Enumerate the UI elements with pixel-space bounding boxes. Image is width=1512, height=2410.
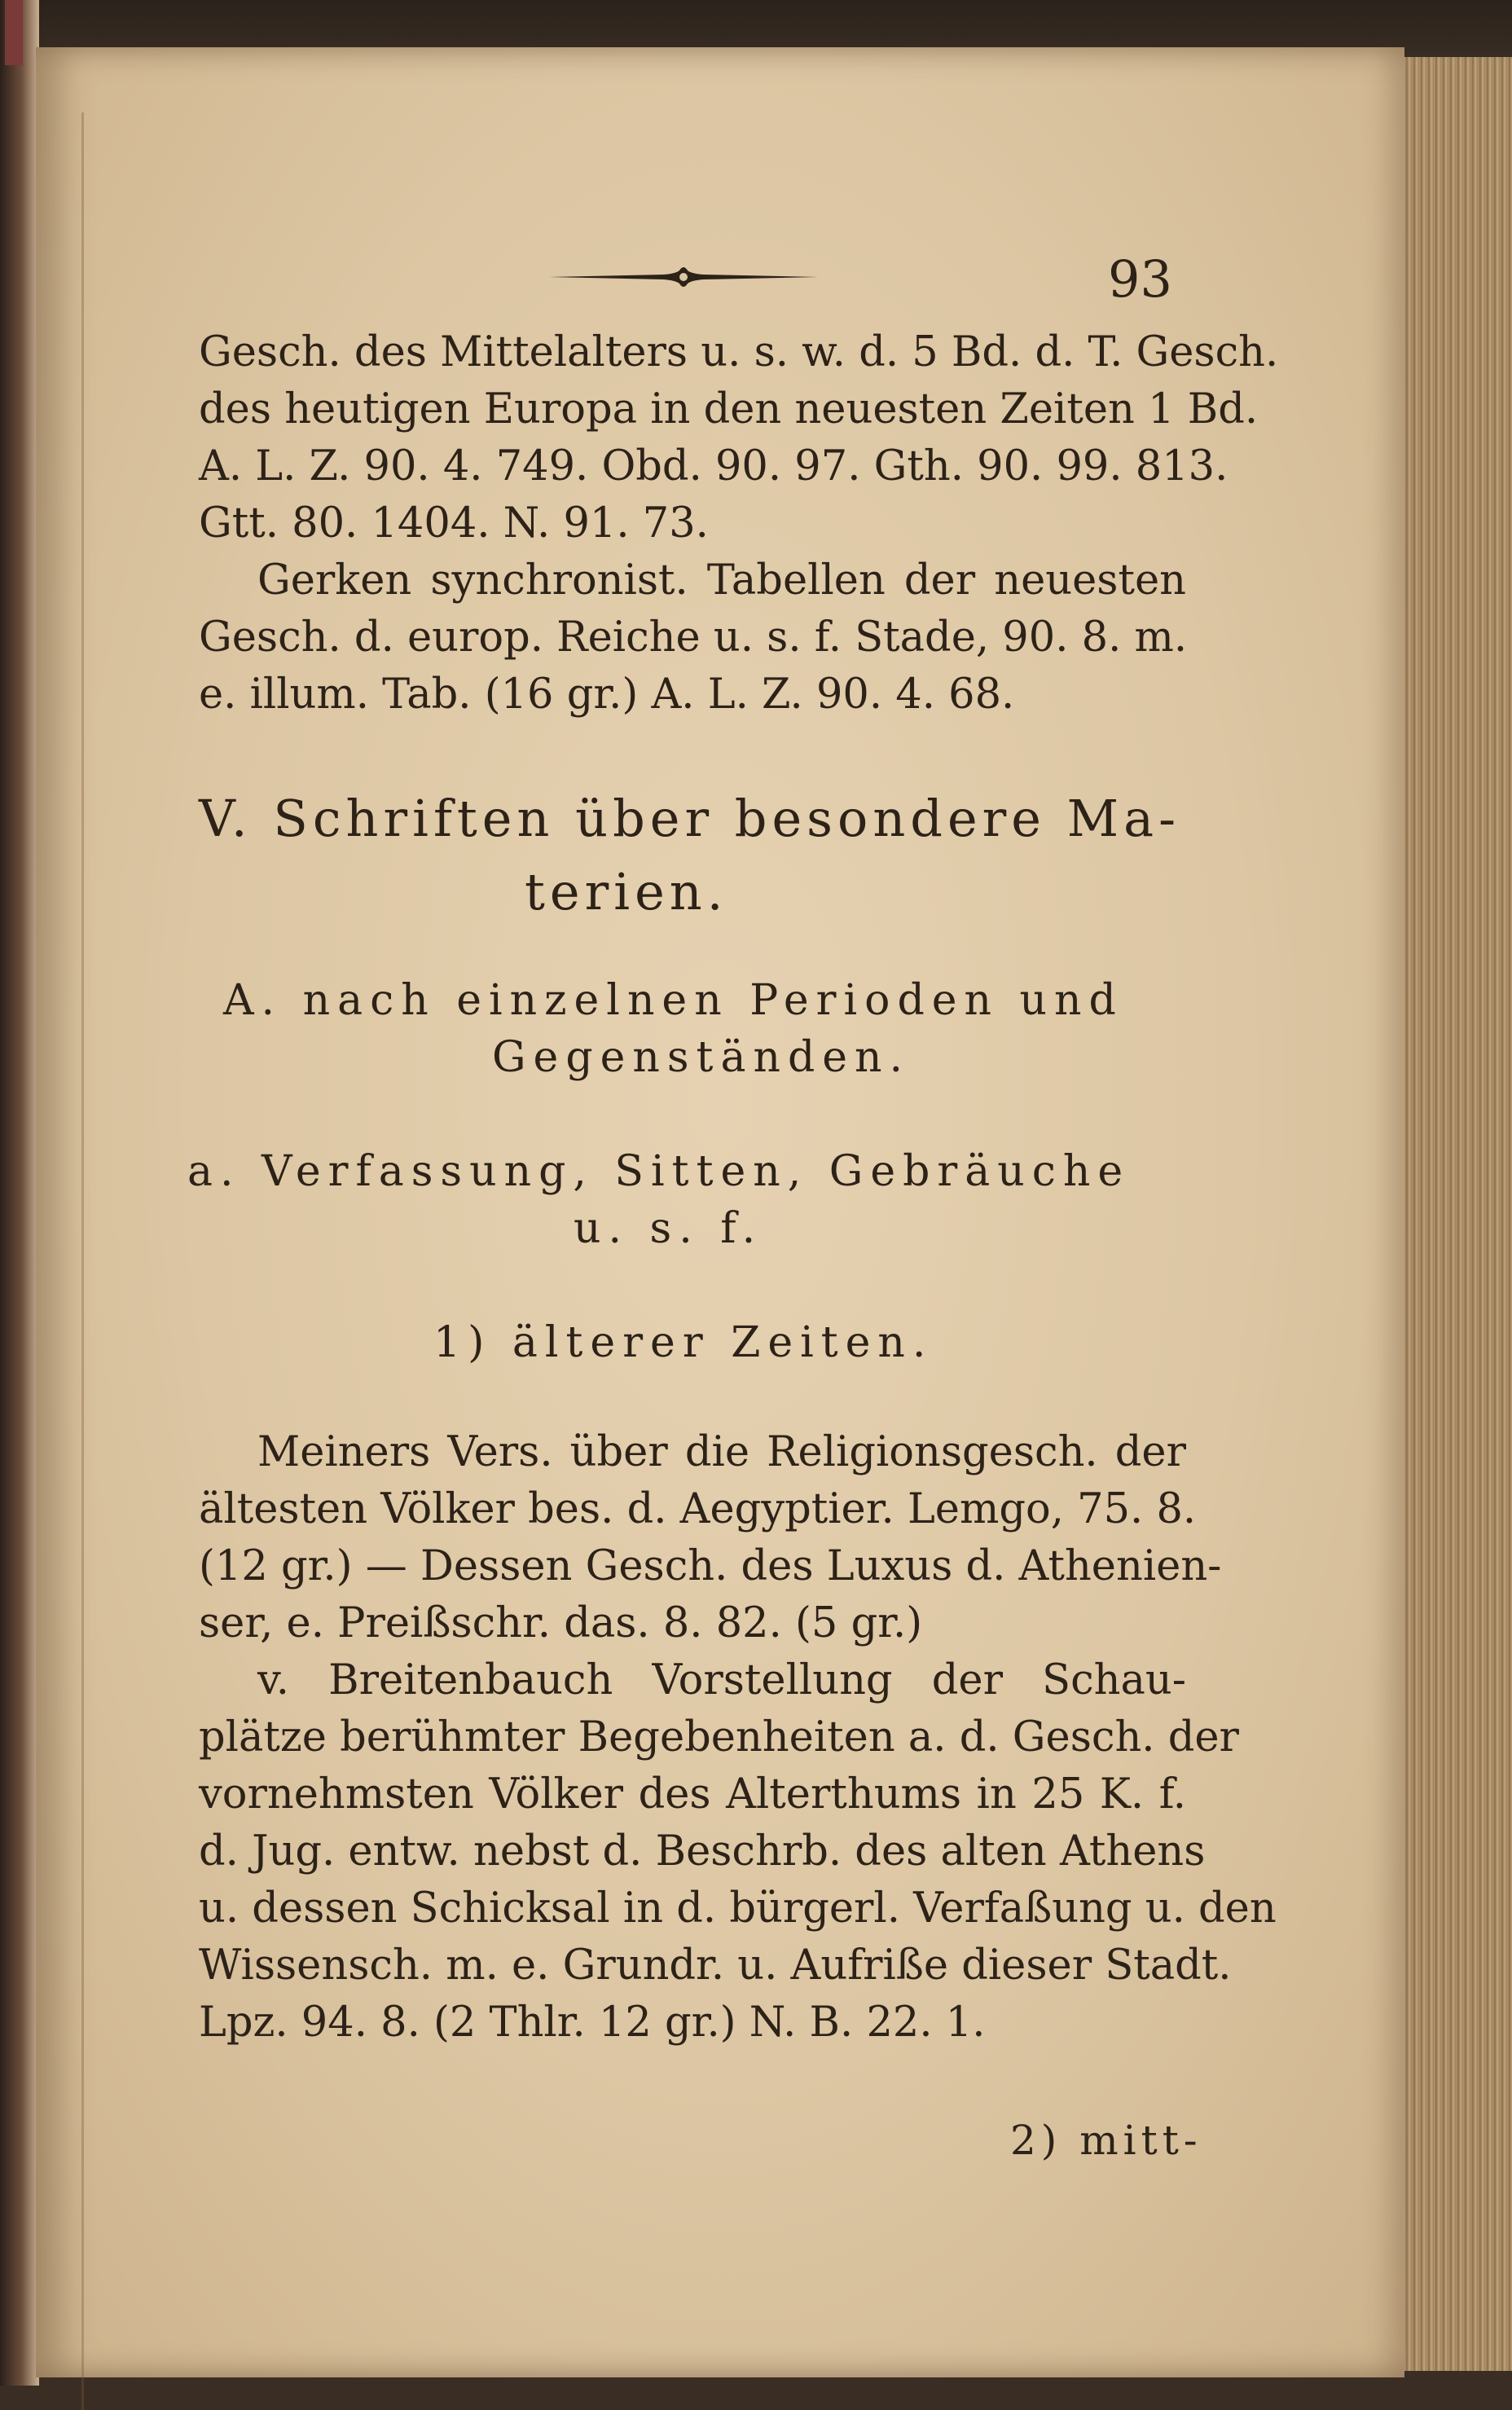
cover-binding-stripe <box>5 0 23 65</box>
page-text-lower <box>199 1424 1277 2052</box>
book-cover-edge <box>0 0 39 2386</box>
text-line: Lpz. 94. 8. (2 Thlr. 12 gr.) N. B. 22. 1. <box>199 1999 986 2047</box>
text-line: Gesch. des Mittelalters u. s. w. d. 5 Bd. d. T. Gesch. <box>199 328 1279 376</box>
text-line: Gerken synchronist. Tabellen der neuesten <box>257 556 1186 605</box>
text-line: A. L. Z. 90. 4. 749. Obd. 90. 97. Gth. 90. 99. 813. <box>199 442 1228 490</box>
text-line: Wissensch. m. e. Grundr. u. Aufriße dieser Stadt. <box>199 1942 1232 1990</box>
subsection-heading-sub-a: a. Verfassung, Sitten, Gebräuche <box>187 1147 1131 1196</box>
page-text <box>199 324 1279 723</box>
text-line: d. Jug. entw. nebst d. Beschrb. des alten Athens <box>199 1827 1206 1876</box>
subsection-heading-sub-a-cont: u. s. f. <box>574 1204 763 1253</box>
text-line: des heutigen Europa in den neuesten Zeiten 1 Bd. <box>199 385 1259 433</box>
subsection-heading-a-cont: Gegenständen. <box>492 1033 911 1082</box>
book-page <box>36 47 1404 2377</box>
gutter-fold <box>81 112 84 2410</box>
text-line: Gesch. d. europ. Reiche u. s. f. Stade, 90. 8. m. <box>199 613 1188 662</box>
subsection-heading-a: A. nach einzelnen Perioden und <box>223 976 1123 1025</box>
catchword: 2) mitt- <box>1010 2117 1202 2164</box>
text-line: vornehmsten Völker des Alterthums in 25 K. f. <box>199 1770 1186 1818</box>
text-line: ser, e. Preißschr. das. 8. 82. (5 gr.) <box>199 1599 923 1647</box>
subsection-heading-1: 1) älterer Zeiten. <box>433 1318 934 1367</box>
section-heading-v-cont: terien. <box>525 862 728 921</box>
text-line: ältesten Völker bes. d. Aegyptier. Lemgo, 75. 8. <box>199 1485 1197 1533</box>
section-heading-v: V. Schriften über besondere Ma- <box>199 789 1181 848</box>
page-number: 93 <box>1108 249 1172 309</box>
ornamental-rule-icon <box>549 261 818 293</box>
text-line: (12 gr.) — Dessen Gesch. des Luxus d. Athenien- <box>199 1542 1222 1590</box>
text-line: plätze berühmter Begebenheiten a. d. Gesch. der <box>199 1713 1239 1761</box>
text-line: Gtt. 80. 1404. N. 91. 73. <box>199 499 709 548</box>
text-line: v. Breitenbauch Vorstellung der Schau- <box>257 1656 1186 1704</box>
text-line: e. illum. Tab. (16 gr.) A. L. Z. 90. 4. 68. <box>199 671 1015 719</box>
text-line: u. dessen Schicksal in d. bürgerl. Verfaßung u. den <box>199 1884 1277 1933</box>
page-stack-edges <box>1390 57 1512 2371</box>
text-line: Meiners Vers. über die Religionsgesch. der <box>257 1428 1186 1476</box>
